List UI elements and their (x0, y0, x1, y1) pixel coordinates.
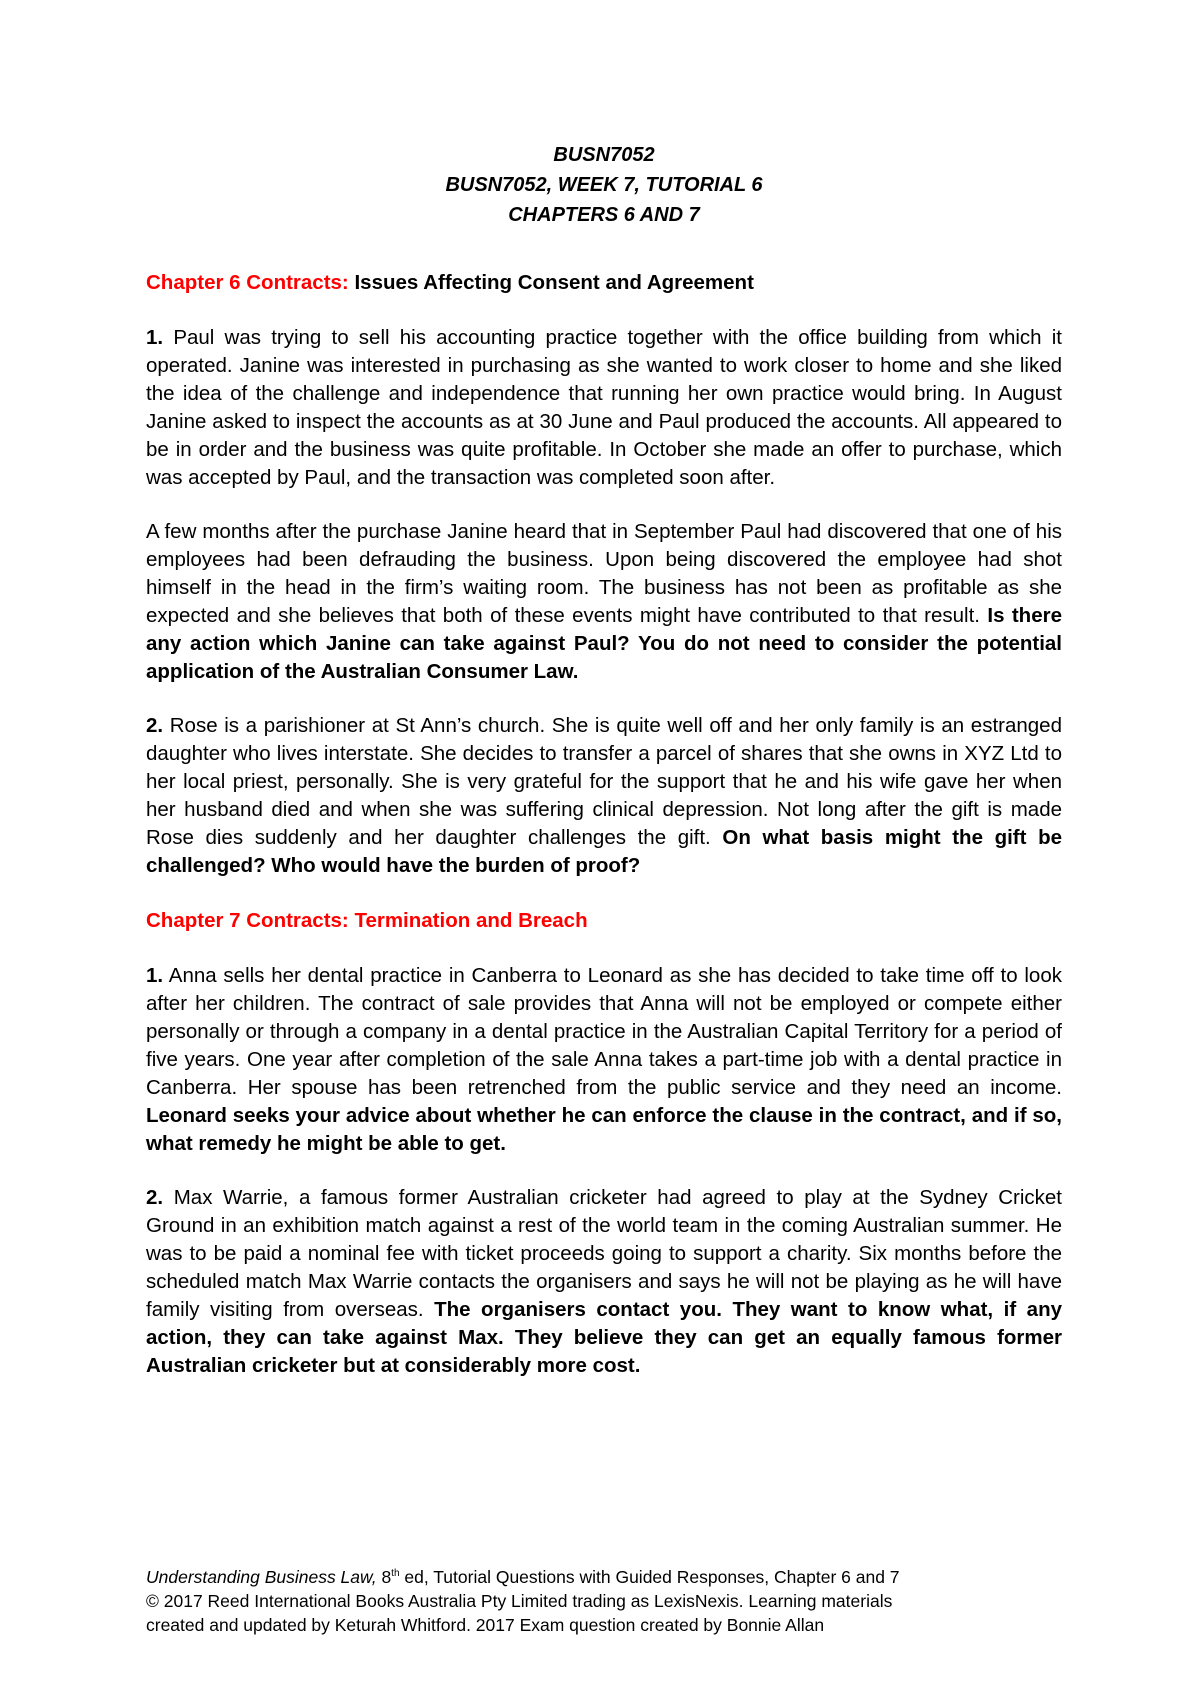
chapter6-question1-para2 (146, 518, 1062, 686)
edition-number: 8 (381, 1567, 392, 1587)
question-prompt: The organisers contact you. They want to know what, if any action, they can take against Max. They believe they can get an equally famous former Australian cricketer but at considerably more cost. (146, 1298, 1062, 1377)
page-footer (146, 1565, 1086, 1637)
chapter6-title: Issues Affecting Consent and Agreement (354, 271, 754, 294)
edition-suffix: th (391, 1568, 400, 1580)
question-prompt: Leonard seeks your advice about whether he can enforce the clause in the contract, and if so, what remedy he might be able to get. (146, 1104, 1062, 1155)
question-text: Max Warrie, a famous former Australian cricketer had agreed to play at the Sydney Cricket Ground in an exhibition match against a rest of the world team in the coming Australian summer. He was to be paid a nominal fee with ticket proceeds going to support a charity. Six months before the scheduled match Max Warrie contacts the organisers and says he will not be playing as he will have family visiting from overseas. (146, 1186, 1062, 1321)
chapter6-label: Chapter 6 Contracts: (146, 271, 349, 294)
footer-line-1 (146, 1565, 1086, 1589)
footer-line-1-rest: ed, Tutorial Questions with Guided Responses, Chapter 6 and 7 (404, 1567, 900, 1587)
question-text: A few months after the purchase Janine heard that in September Paul had discovered that one of his employees had been defrauding the business. Upon being discovered the employee had shot himself in the head in the firm’s waiting room. The business has not been as profitable as she expected and she believes that both of these events might have contributed to that result. (146, 520, 1062, 627)
chapters-line: CHAPTERS 6 AND 7 (508, 204, 700, 226)
chapter6-heading (146, 268, 1062, 298)
footer-line-3: created and updated by Keturah Whitford. 2017 Exam question created by Bonnie Allan (146, 1615, 825, 1635)
question-prompt: On what basis might the gift be challenged? Who would have the burden of proof? (146, 826, 1062, 877)
chapter7-question1 (146, 962, 1062, 1158)
chapter6-question1-para1 (146, 324, 1062, 492)
document-header (146, 140, 1062, 230)
question-number: 1. (146, 964, 164, 987)
question-number: 1. (146, 326, 164, 349)
chapter7-heading: Chapter 7 Contracts: Termination and Breach (146, 909, 588, 932)
chapter7-question2 (146, 1184, 1062, 1380)
question-prompt: Is there any action which Janine can take against Paul? You do not need to consider the potential application of the Australian Consumer Law. (146, 604, 1062, 683)
course-code: BUSN7052 (553, 144, 655, 166)
tutorial-subtitle: BUSN7052, WEEK 7, TUTORIAL 6 (445, 174, 763, 196)
footer-line-2: © 2017 Reed International Books Australia Pty Limited trading as LexisNexis. Learning materials (146, 1591, 893, 1611)
chapter6-question2 (146, 712, 1062, 880)
document-page (146, 140, 1062, 1406)
question-text: Rose is a parishioner at St Ann’s church. She is quite well off and her only family is an estranged daughter who lives interstate. She decides to transfer a parcel of shares that she owns in XYZ Ltd to her local priest, personally. She is very grateful for the support that he and his wife gave her when her husband died and when she was suffering clinical depression. Not long after the gift is made Rose dies suddenly and her daughter challenges the gift. (146, 714, 1062, 849)
book-title: Understanding Business Law, (146, 1567, 377, 1587)
question-text: Anna sells her dental practice in Canberra to Leonard as she has decided to take time off to look after her children. The contract of sale provides that Anna will not be employed or compete either personally or through a company in a dental practice in the Australian Capital Territory for a period of five years. One year after completion of the sale Anna takes a part-time job with a dental practice in Canberra. Her spouse has been retrenched from the public service and they need an income. (146, 964, 1062, 1099)
question-text: Paul was trying to sell his accounting practice together with the office building from which it operated. Janine was interested in purchasing as she wanted to work closer to home and she liked the idea of the challenge and independence that running her own practice would bring. In August Janine asked to inspect the accounts as at 30 June and Paul produced the accounts. All appeared to be in order and the business was quite profitable. In October she made an offer to purchase, which was accepted by Paul, and the transaction was completed soon after. (146, 326, 1062, 489)
question-number: 2. (146, 1186, 164, 1209)
question-number: 2. (146, 714, 164, 737)
